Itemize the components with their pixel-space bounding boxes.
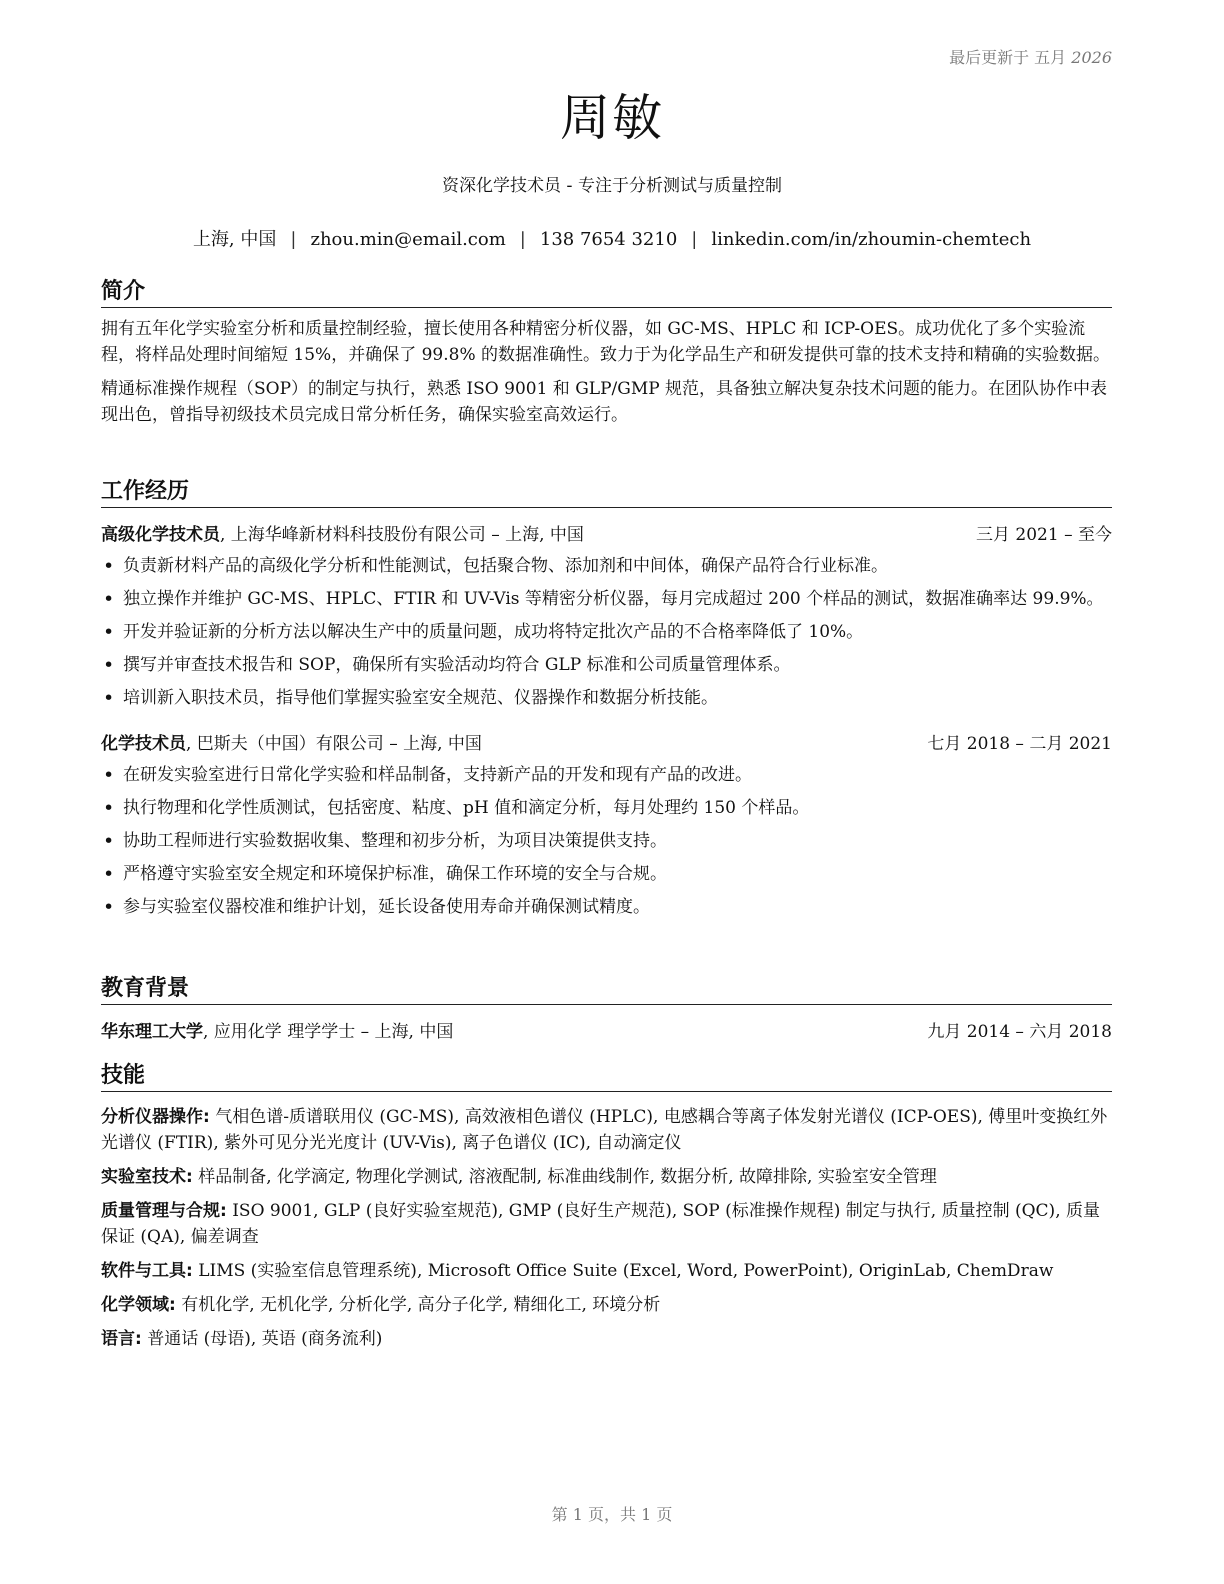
last-updated-label: 最后更新于 五月 — [949, 48, 1067, 67]
job-entry — [101, 731, 1112, 920]
list-item: • 执行物理和化学性质测试，包括密度、粘度、pH 值和滴定分析，每月处理约 150 个样品。 — [101, 795, 1112, 821]
job-bullets — [101, 762, 1112, 920]
page-number: 第 1 页，共 1 页 — [551, 1505, 673, 1524]
list-item: • 严格遵守实验室安全规定和环境保护标准，确保工作环境的安全与合规。 — [101, 861, 1112, 887]
contact-line — [0, 225, 1224, 251]
list-item: • 在研发实验室进行日常化学实验和样品制备，支持新产品的开发和现有产品的改进。 — [101, 762, 1112, 788]
job-org: , 巴斯夫（中国）有限公司 – 上海, 中国 — [186, 734, 482, 754]
skill-row — [101, 1292, 1112, 1318]
education-school: 华东理工大学 — [101, 1022, 203, 1042]
job-role: 化学技术员 — [101, 734, 186, 754]
summary-section — [101, 278, 1112, 428]
skill-label: 质量管理与合规: — [101, 1201, 227, 1221]
contact-separator: | — [519, 229, 526, 250]
contact-separator: | — [691, 229, 698, 250]
job-bullets — [101, 553, 1112, 711]
skill-label: 语言: — [101, 1329, 142, 1349]
skill-row — [101, 1326, 1112, 1352]
section-title-skills: 技能 — [101, 1062, 1112, 1092]
skills-section — [101, 1062, 1112, 1360]
list-item: • 参与实验室仪器校准和维护计划，延长设备使用寿命并确保测试精度。 — [101, 894, 1112, 920]
job-header — [101, 522, 1112, 548]
list-item: • 撰写并审查技术报告和 SOP，确保所有实验活动均符合 GLP 标准和公司质量管理体系。 — [101, 652, 1112, 678]
skill-label: 软件与工具: — [101, 1261, 193, 1281]
list-item: • 协助工程师进行实验数据收集、整理和初步分析，为项目决策提供支持。 — [101, 828, 1112, 854]
job-entry — [101, 522, 1112, 711]
skill-value: 样品制备, 化学滴定, 物理化学测试, 溶液配制, 标准曲线制作, 数据分析, 故障排除, 实验室安全管理 — [192, 1167, 937, 1187]
list-item: • 负责新材料产品的高级化学分析和性能测试，包括聚合物、添加剂和中间体，确保产品符合行业标准。 — [101, 553, 1112, 579]
education-detail: , 应用化学 理学学士 – 上海, 中国 — [203, 1022, 454, 1042]
section-title-summary: 简介 — [101, 278, 1112, 308]
skill-row — [101, 1198, 1112, 1250]
list-item: • 独立操作并维护 GC-MS、HPLC、FTIR 和 UV-Vis 等精密分析仪器，每月完成超过 200 个样品的测试，数据准确率达 99.9%。 — [101, 586, 1112, 612]
contact-location: 上海, 中国 — [192, 229, 277, 250]
list-item: • 开发并验证新的分析方法以解决生产中的质量问题，成功将特定批次产品的不合格率降低了 10%。 — [101, 619, 1112, 645]
section-title-education: 教育背景 — [101, 975, 1112, 1005]
skill-label: 化学领域: — [101, 1295, 176, 1315]
list-item: • 培训新入职技术员，指导他们掌握实验室安全规范、仪器操作和数据分析技能。 — [101, 685, 1112, 711]
skill-label: 实验室技术: — [101, 1167, 193, 1187]
job-org: , 上海华峰新材料科技股份有限公司 – 上海, 中国 — [220, 525, 584, 545]
skill-row — [101, 1258, 1112, 1284]
last-updated-year: 2026 — [1071, 48, 1112, 67]
education-entry — [101, 1019, 1112, 1045]
job-dates: 三月 2021 – 至今 — [976, 525, 1112, 545]
last-updated — [949, 45, 1112, 68]
skill-value: 普通话 (母语), 英语 (商务流利) — [141, 1329, 383, 1349]
job-role: 高级化学技术员 — [101, 525, 220, 545]
contact-linkedin[interactable]: linkedin.com/in/zhoumin-chemtech — [711, 229, 1032, 250]
skill-row — [101, 1164, 1112, 1190]
contact-email[interactable]: zhou.min@email.com — [310, 229, 506, 250]
job-header — [101, 731, 1112, 757]
job-dates: 七月 2018 – 二月 2021 — [927, 734, 1112, 754]
education-dates: 九月 2014 – 六月 2018 — [927, 1022, 1112, 1042]
section-title-experience: 工作经历 — [101, 478, 1112, 508]
education-section — [101, 975, 1112, 1045]
skill-value: 有机化学, 无机化学, 分析化学, 高分子化学, 精细化工, 环境分析 — [175, 1295, 661, 1315]
summary-paragraph: 拥有五年化学实验室分析和质量控制经验，擅长使用各种精密分析仪器，如 GC-MS、HPLC 和 ICP-OES。成功优化了多个实验流程，将样品处理时间缩短 15%，并确保了 99.8% 的数据准确性。致力于为化学品生产和研发提供可靠的技术支持和精确的实验数据。 — [101, 319, 1110, 365]
skill-value: ISO 9001, GLP (良好实验室规范), GMP (良好生产规范), SOP (标准操作规程) 制定与执行, 质量控制 (QC), 质量保证 (QA), 偏差调查 — [101, 1201, 1100, 1247]
contact-phone[interactable]: 138 7654 3210 — [539, 229, 678, 250]
experience-section — [101, 478, 1112, 927]
contact-separator: | — [290, 229, 297, 250]
skill-row — [101, 1104, 1112, 1156]
candidate-name: 周敏 — [560, 89, 664, 147]
skill-label: 分析仪器操作: — [101, 1107, 210, 1127]
skill-value: 气相色谱-质谱联用仪 (GC-MS), 高效液相色谱仪 (HPLC), 电感耦合等离子体发射光谱仪 (ICP-OES), 傅里叶变换红外光谱仪 (FTIR), 紫外可见分光光度计 (UV-Vis), 离子色谱仪 (IC), 自动滴定仪 — [101, 1107, 1108, 1153]
candidate-tagline: 资深化学技术员 - 专注于分析测试与质量控制 — [442, 176, 782, 196]
skill-value: LIMS (实验室信息管理系统), Microsoft Office Suite (Excel, Word, PowerPoint), OriginLab, ChemDraw — [192, 1261, 1054, 1281]
summary-paragraph: 精通标准操作规程（SOP）的制定与执行，熟悉 ISO 9001 和 GLP/GMP 规范，具备独立解决复杂技术问题的能力。在团队协作中表现出色，曾指导初级技术员完成日常分析任务，确保实验室高效运行。 — [101, 379, 1108, 425]
